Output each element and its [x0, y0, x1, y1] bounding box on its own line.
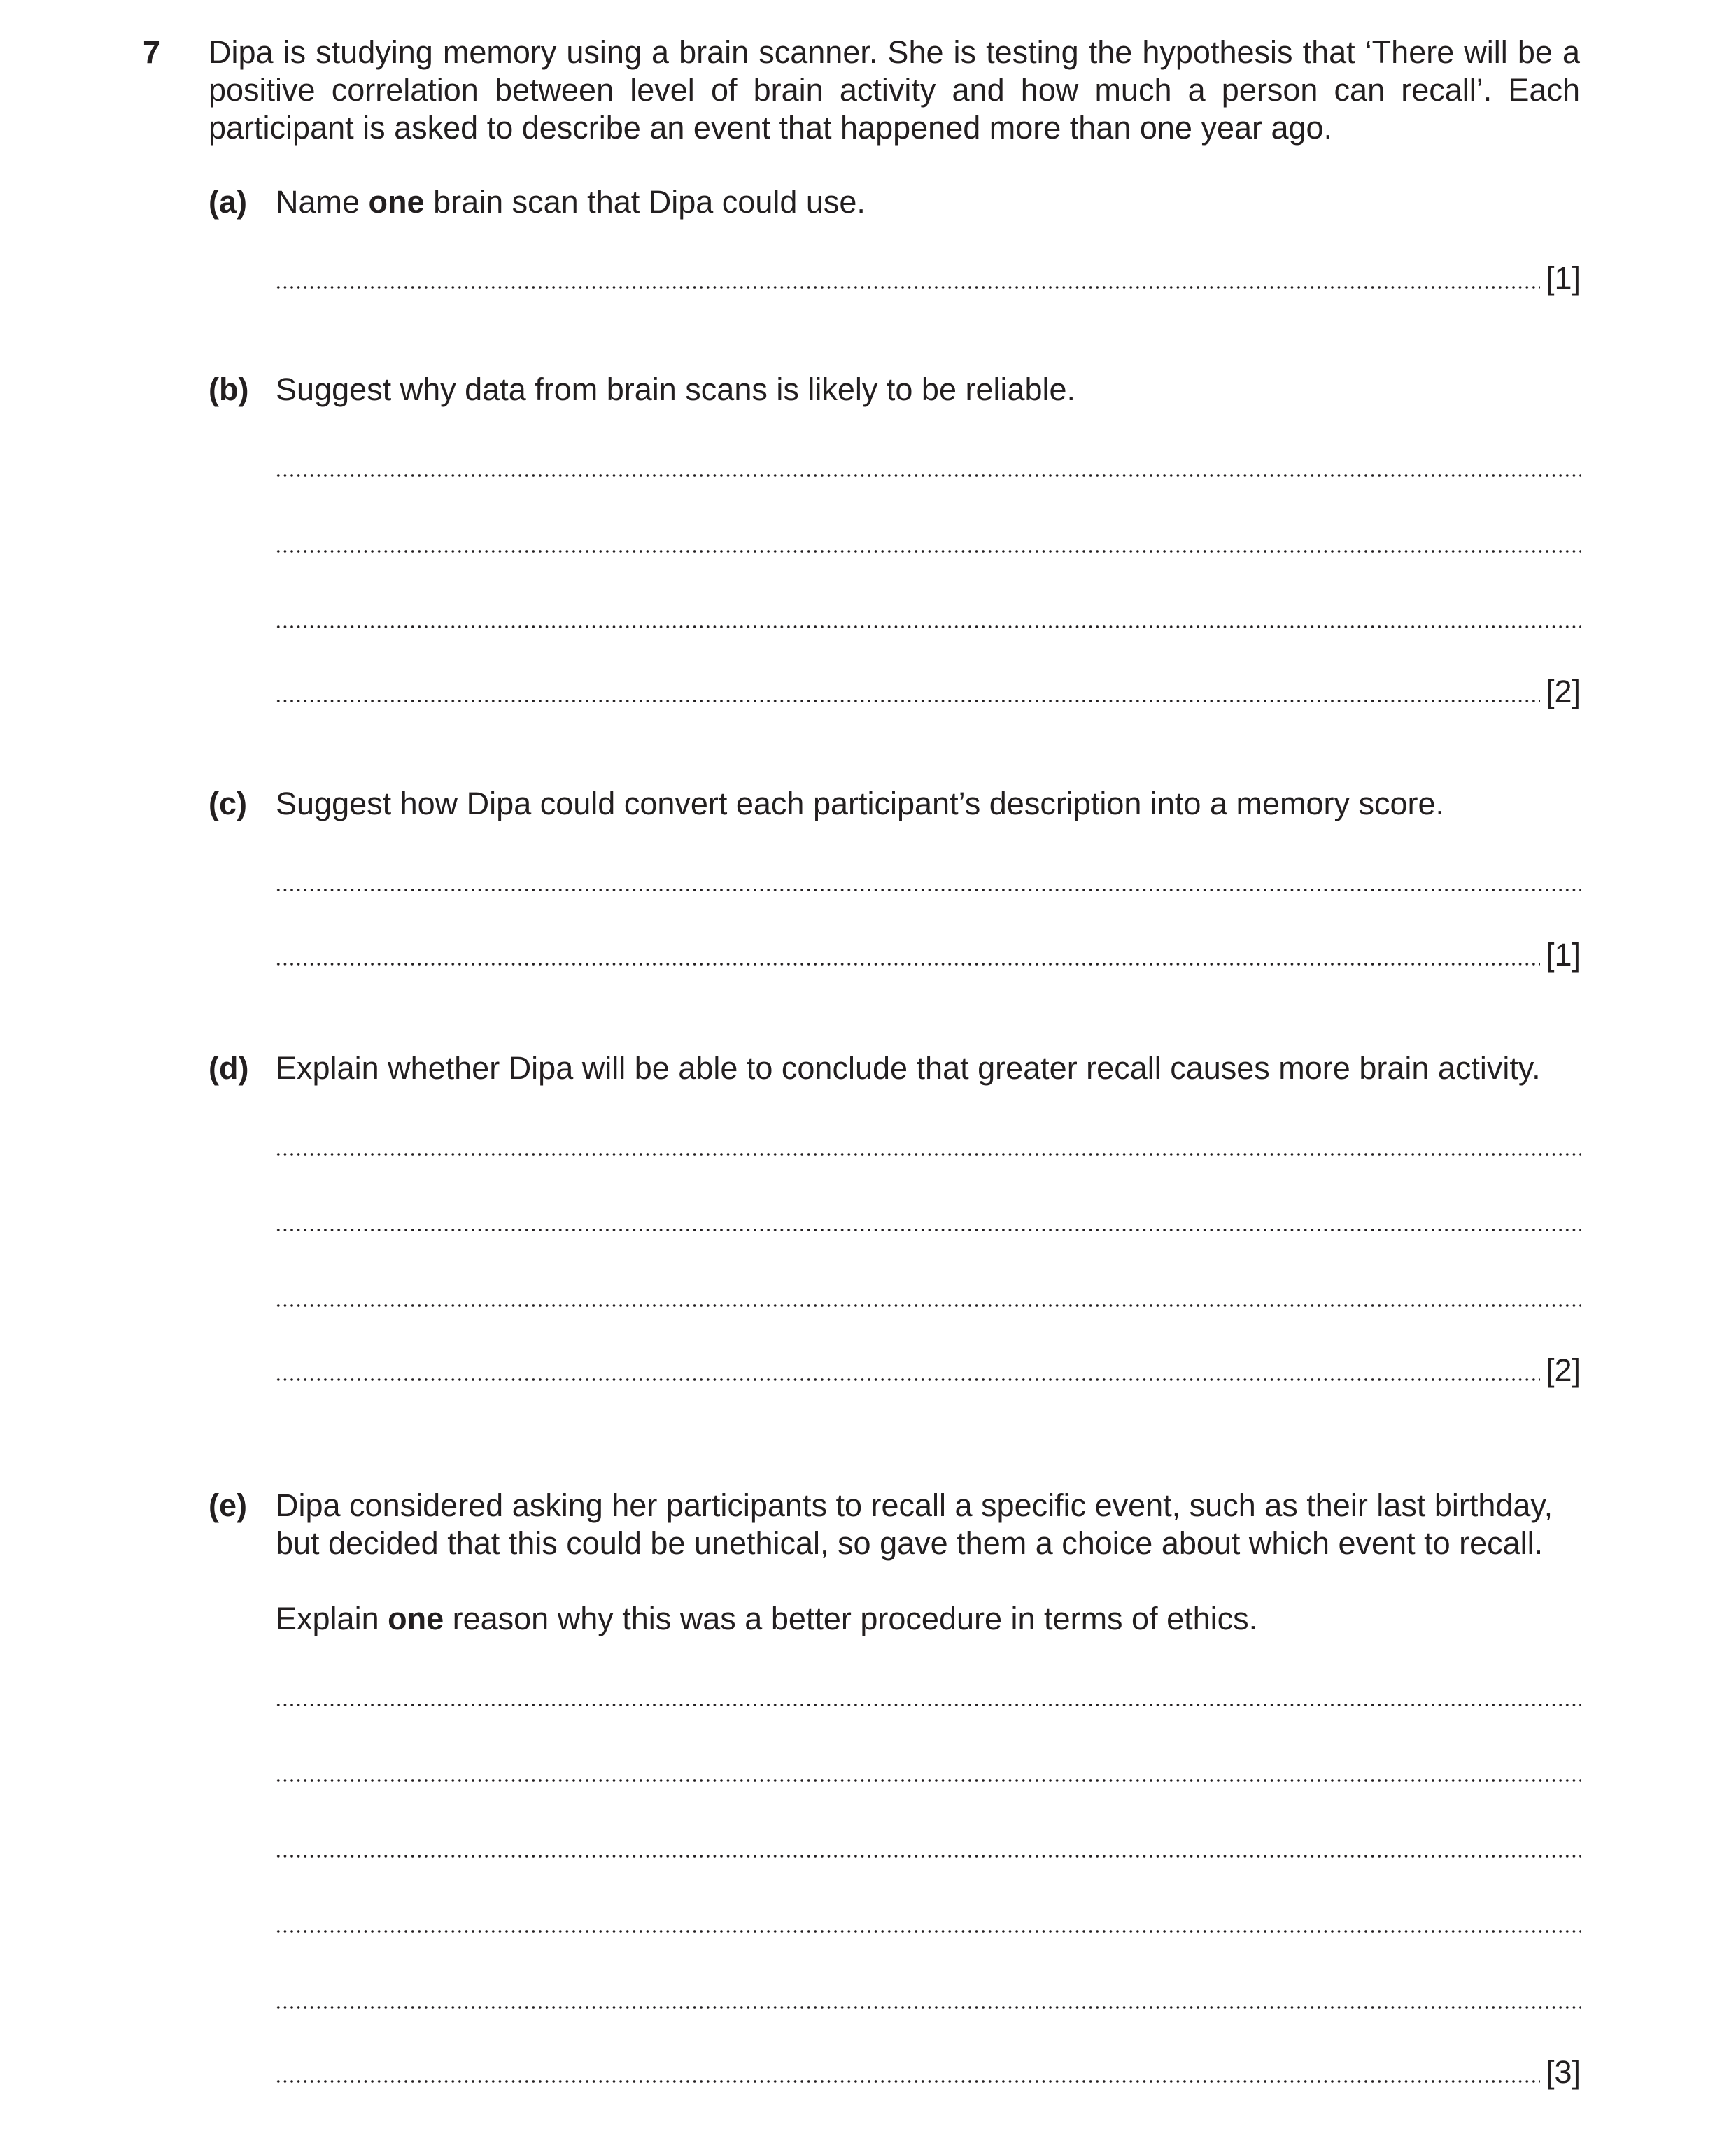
answer-line-e-3[interactable] [275, 1828, 1581, 1866]
answer-line-e-2[interactable] [275, 1753, 1581, 1790]
answer-line-d-1[interactable] [275, 1126, 1581, 1164]
answer-line-e-5[interactable] [275, 1979, 1581, 2017]
answer-line-b-4[interactable] [275, 673, 1581, 711]
question-stem: Dipa is studying memory using a brain scanner. She is testing the hypothesis that ‘There will be a positive correlation between level of brain activity and how much a person can recall’. Each participant is asked to describe an event that happened more than one year ago. [209, 34, 1580, 146]
dotted-line [275, 1304, 1581, 1307]
answer-line-b-1[interactable] [275, 448, 1581, 486]
dotted-line [275, 1779, 1581, 1782]
part-d-label: (d) [209, 1050, 249, 1086]
answer-line-c-2[interactable] [275, 936, 1581, 974]
part-a-label: (a) [209, 184, 247, 220]
answer-line-b-2[interactable] [275, 523, 1581, 561]
mark-allocation-a: [1] [1545, 260, 1581, 296]
dotted-line [275, 625, 1581, 628]
part-e-instruction [276, 1600, 1580, 1638]
dotted-line [275, 286, 1540, 289]
dotted-line [275, 2080, 1540, 2083]
dotted-line [275, 1378, 1540, 1381]
answer-line-e-6[interactable] [275, 2053, 1581, 2091]
dotted-line [275, 2006, 1581, 2009]
dotted-line [275, 1930, 1581, 1933]
part-e-prompt: Dipa considered asking her participants to recall a specific event, such as their last birthday, but decided that this could be unethical, so gave them a choice about which event to recall. [276, 1487, 1553, 1561]
part-e-instruction-start: Explain [276, 1601, 388, 1636]
part-c-label: (c) [209, 786, 247, 821]
part-a-prompt-start: Name [276, 184, 369, 220]
mark-allocation-e: [3] [1545, 2054, 1581, 2090]
part-e-instruction-end: reason why this was a better procedure in terms of ethics. [444, 1601, 1258, 1636]
dotted-line [275, 700, 1540, 702]
dotted-line [275, 550, 1581, 553]
part-e-instruction-emphasis: one [388, 1601, 444, 1636]
part-b-label: (b) [209, 372, 249, 407]
answer-line-e-4[interactable] [275, 1904, 1581, 1942]
answer-line-d-2[interactable] [275, 1202, 1581, 1240]
dotted-line [275, 963, 1540, 966]
answer-line-c-1[interactable] [275, 862, 1581, 900]
question-number: 7 [143, 34, 161, 70]
mark-allocation-d: [2] [1545, 1352, 1581, 1388]
dotted-line [275, 474, 1581, 477]
part-a-prompt-emphasis: one [368, 184, 425, 220]
part-b-prompt: Suggest why data from brain scans is likely to be reliable. [276, 372, 1076, 407]
answer-line-d-3[interactable] [275, 1278, 1581, 1315]
dotted-line [275, 1855, 1581, 1858]
dotted-line [275, 1704, 1581, 1706]
part-e-label: (e) [209, 1487, 247, 1523]
mark-allocation-c: [1] [1545, 937, 1581, 973]
answer-line-b-3[interactable] [275, 599, 1581, 637]
answer-line-e-1[interactable] [275, 1677, 1581, 1715]
part-a-prompt [276, 183, 1580, 221]
mark-allocation-b: [2] [1545, 674, 1581, 709]
answer-line-a-1[interactable] [275, 260, 1581, 297]
part-a-prompt-end: brain scan that Dipa could use. [424, 184, 866, 220]
part-d-prompt: Explain whether Dipa will be able to conclude that greater recall causes more brain activity. [276, 1050, 1541, 1086]
answer-line-d-4[interactable] [275, 1352, 1581, 1389]
dotted-line [275, 1229, 1581, 1231]
part-c-prompt: Suggest how Dipa could convert each participant’s description into a memory score. [276, 786, 1445, 821]
dotted-line [275, 889, 1581, 891]
dotted-line [275, 1153, 1581, 1156]
